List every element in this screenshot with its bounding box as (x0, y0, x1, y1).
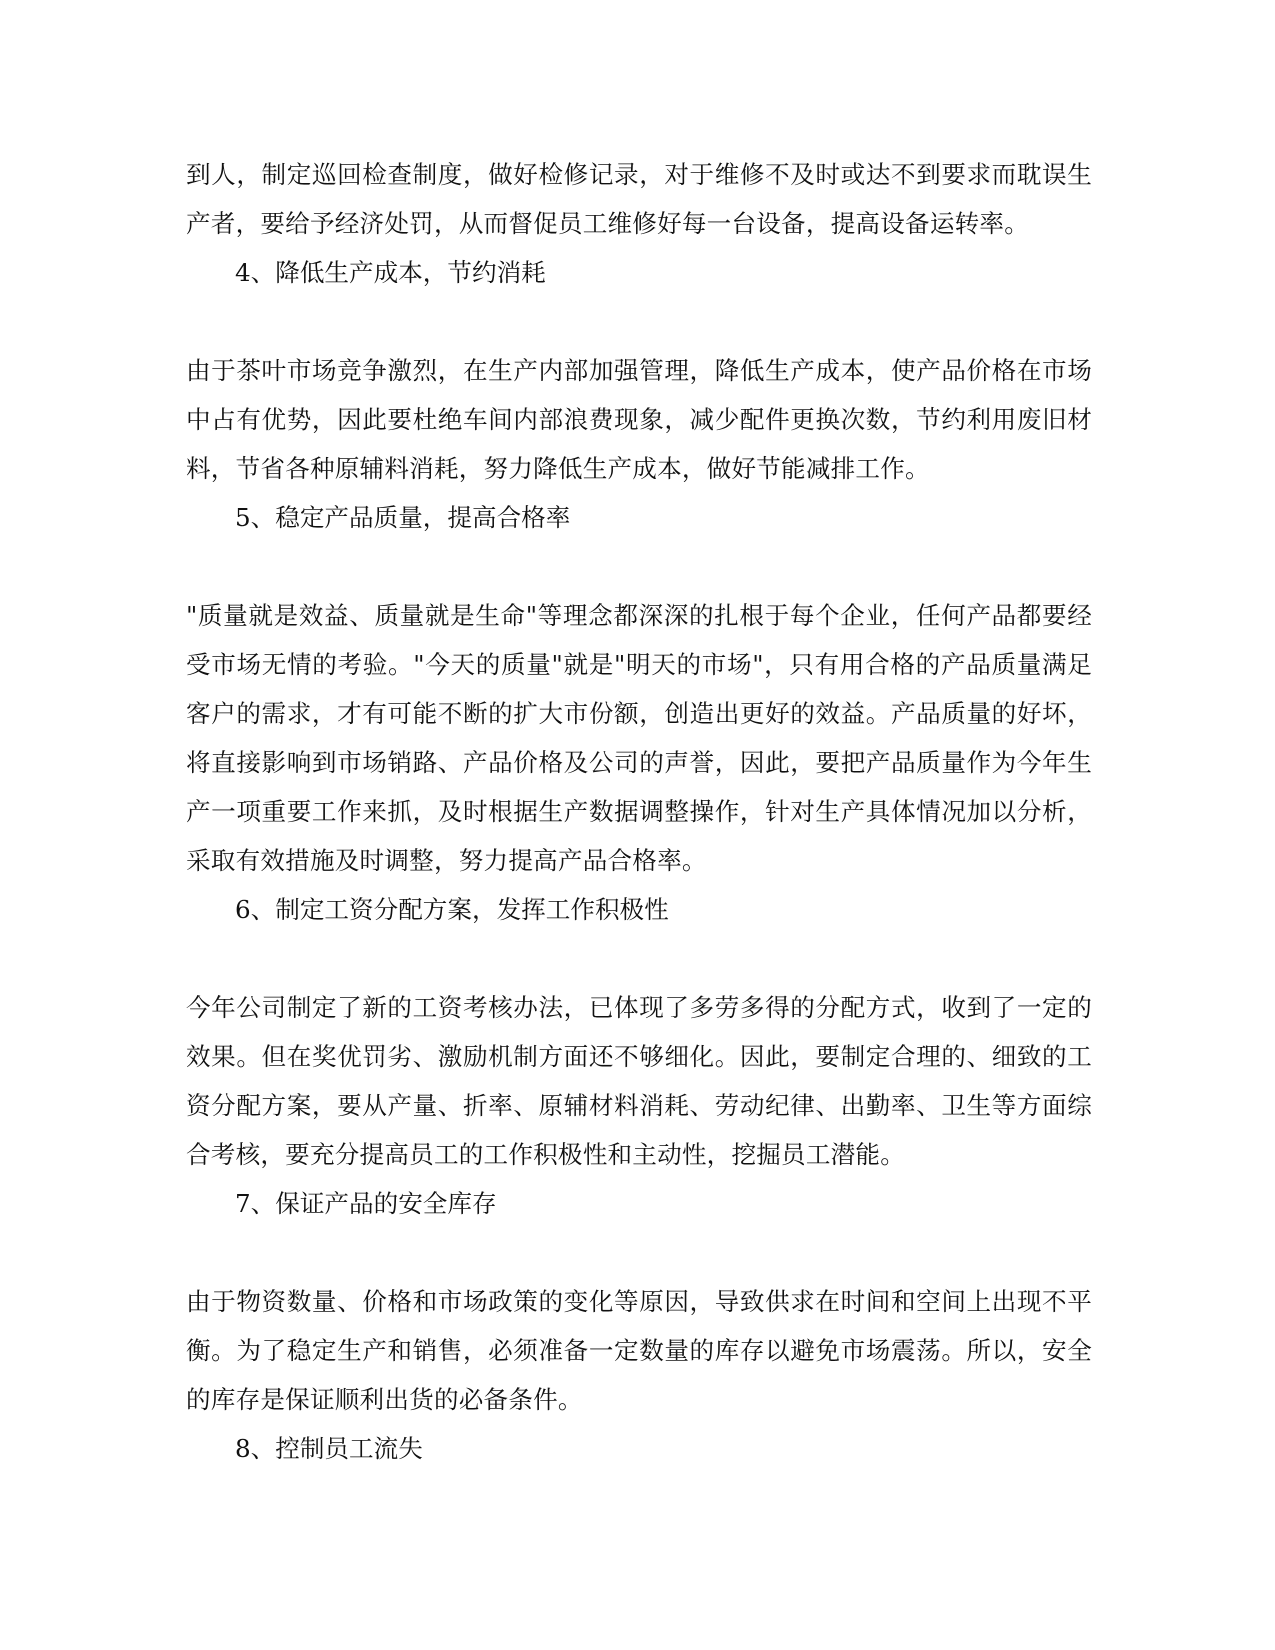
heading-6-wages: 6、制定工资分配方案，发挥工作积极性 (235, 895, 669, 924)
document-body (186, 150, 1092, 1473)
paragraph-reduce-cost: 由于茶叶市场竞争激烈，在生产内部加强管理，降低生产成本，使产品价格在市场中占有优势，因此要杜绝车间内部浪费现象，减少配件更换次数，节约利用废旧材料，节省各种原辅料消耗，努力降低生产成本，做好节能减排工作。 (186, 356, 1092, 483)
heading-7-inventory: 7、保证产品的安全库存 (235, 1189, 497, 1218)
heading-5-quality: 5、稳定产品质量，提高合格率 (235, 503, 571, 532)
spacer (186, 1228, 1092, 1277)
paragraph-quality: "质量就是效益、质量就是生命"等理念都深深的扎根于每个企业，任何产品都要经受市场无情的考验。"今天的质量"就是"明天的市场"，只有用合格的产品质量满足客户的需求，才有可能不断的扩大市份额，创造出更好的效益。产品质量的好坏，将直接影响到市场销路、产品价格及公司的声誉，因此，要把产品质量作为今年生产一项重要工作来抓，及时根据生产数据调整操作，针对生产具体情况加以分析，采取有效措施及时调整，努力提高产品合格率。 (186, 601, 1092, 875)
heading-8-staff-turnover: 8、控制员工流失 (235, 1434, 423, 1463)
heading-4-reduce-cost: 4、降低生产成本，节约消耗 (235, 258, 546, 287)
paragraph-maintenance: 到人，制定巡回检查制度，做好检修记录，对于维修不及时或达不到要求而耽误生产者，要给予经济处罚，从而督促员工维修好每一台设备，提高设备运转率。 (186, 160, 1092, 238)
spacer (186, 297, 1092, 346)
spacer (186, 542, 1092, 591)
paragraph-inventory: 由于物资数量、价格和市场政策的变化等原因，导致供求在时间和空间上出现不平衡。为了稳定生产和销售，必须准备一定数量的库存以避免市场震荡。所以，安全的库存是保证顺利出货的必备条件。 (186, 1287, 1092, 1414)
spacer (186, 934, 1092, 983)
paragraph-wages: 今年公司制定了新的工资考核办法，已体现了多劳多得的分配方式，收到了一定的效果。但在奖优罚劣、激励机制方面还不够细化。因此，要制定合理的、细致的工资分配方案，要从产量、折率、原辅材料消耗、劳动纪律、出勤率、卫生等方面综合考核，要充分提高员工的工作积极性和主动性，挖掘员工潜能。 (186, 993, 1092, 1169)
